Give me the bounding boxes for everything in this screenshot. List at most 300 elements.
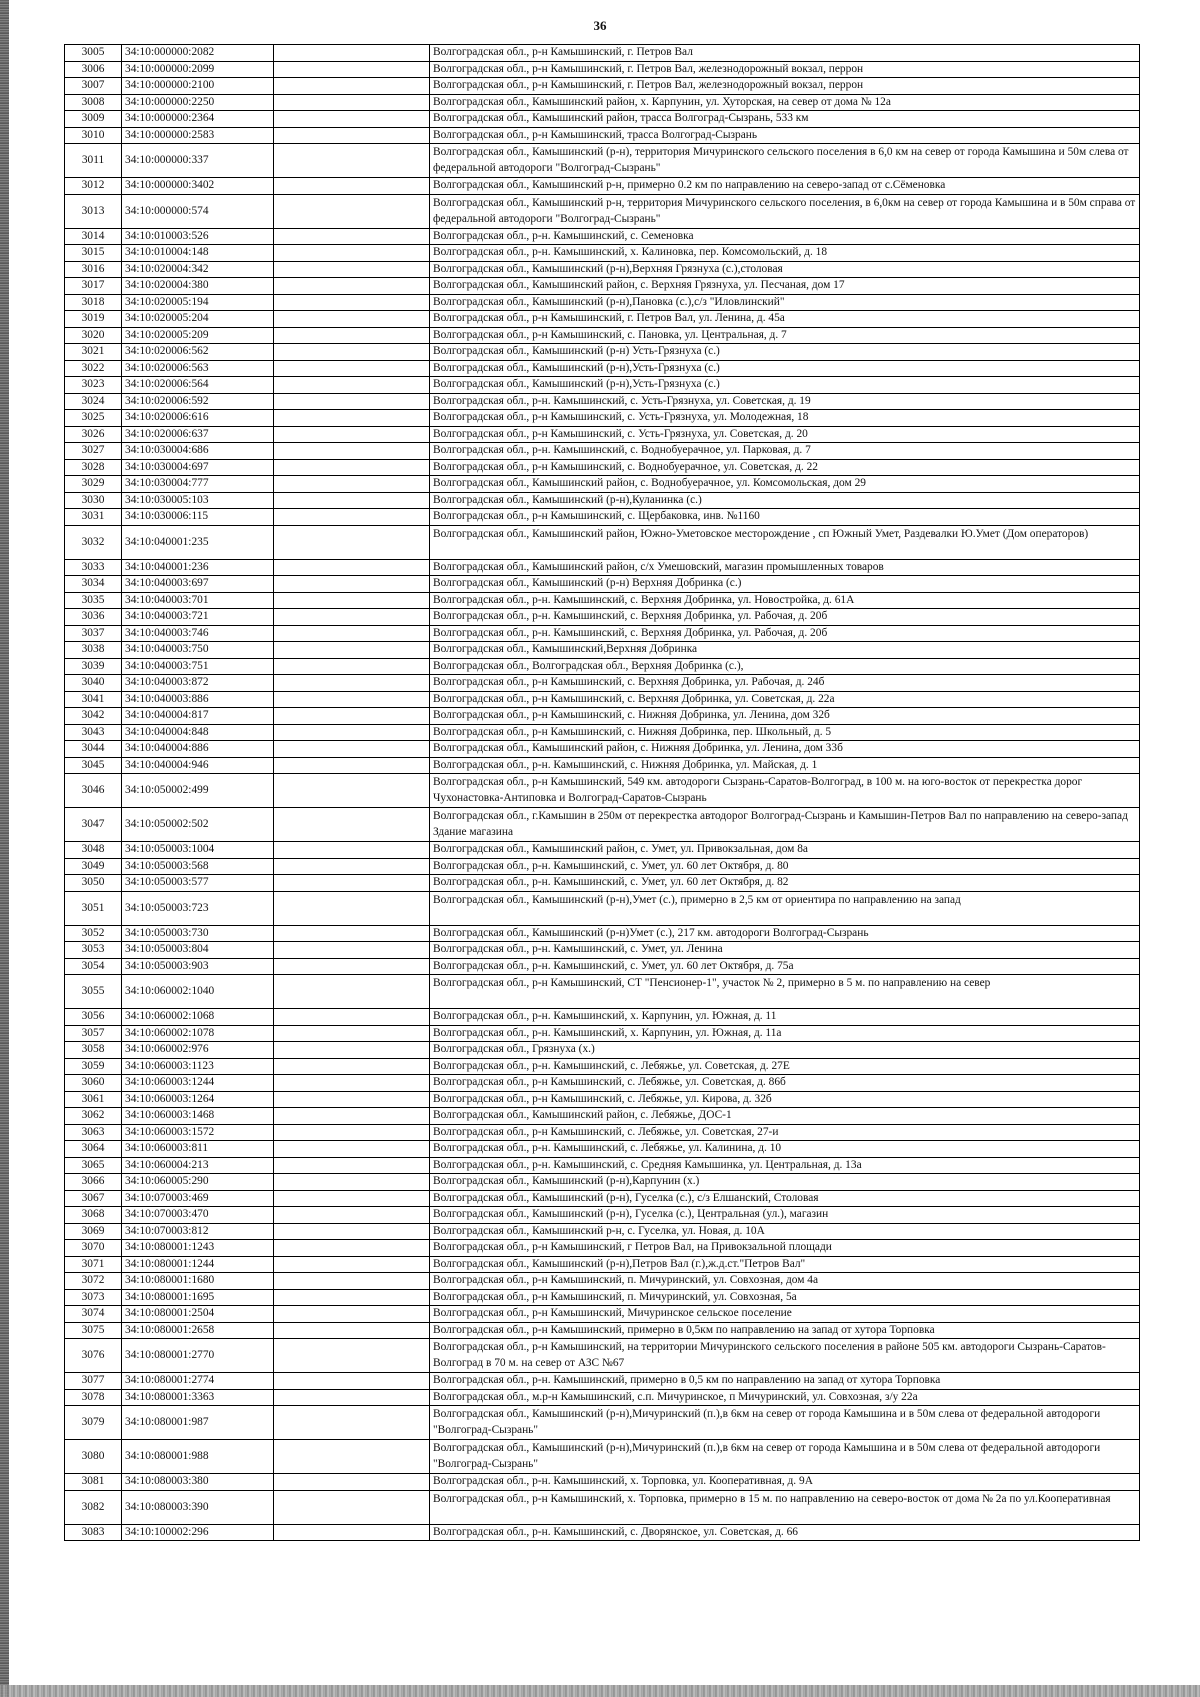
row-number-cell: 3017: [65, 278, 122, 295]
row-number-cell: 3078: [65, 1389, 122, 1406]
address-cell: Волгоградская обл., Камышинский район, с/х Умешовский, магазин промышленных товаров: [430, 559, 1140, 576]
empty-cell: [274, 525, 430, 559]
address-cell: Волгоградская обл., Камышинский район, с. Умет, ул. Привокзальная, дом 8а: [430, 842, 1140, 859]
address-cell: Волгоградская обл., р-н Камышинский, с. Верхняя Добринка, ул. Рабочая, д. 24б: [430, 675, 1140, 692]
table-row: [65, 228, 1140, 245]
address-cell: Волгоградская обл., Камышинский (р-н),Мичуринский (п.),в 6км на север от города Камышина и в 50м слева от федеральной автодороги "Волгоград-Сызрань": [430, 1440, 1140, 1474]
cadastral-number-cell: 34:10:060003:811: [122, 1141, 274, 1158]
row-number-cell: 3028: [65, 459, 122, 476]
row-number-cell: 3059: [65, 1058, 122, 1075]
address-cell: Волгоградская обл., Камышинский район, Южно-Уметовское месторождение , сп Южный Умет, Раздевалки Ю.Умет (Дом операторов): [430, 525, 1140, 559]
empty-cell: [274, 1339, 430, 1373]
table-row: [65, 609, 1140, 626]
row-number-cell: 3011: [65, 144, 122, 178]
row-number-cell: 3009: [65, 111, 122, 128]
table-row: [65, 757, 1140, 774]
table-row: [65, 410, 1140, 427]
table-row: [65, 1490, 1140, 1524]
empty-cell: [274, 228, 430, 245]
empty-cell: [274, 975, 430, 1009]
empty-cell: [274, 1373, 430, 1390]
cadastral-number-cell: 34:10:080003:390: [122, 1490, 274, 1524]
cadastral-number-cell: 34:10:000000:574: [122, 194, 274, 228]
address-cell: Волгоградская обл., р-н Камышинский, х. Торповка, примерно в 15 м. по направлению на северо-восток от дома № 2а по ул.Кооперативная: [430, 1490, 1140, 1524]
empty-cell: [274, 1389, 430, 1406]
empty-cell: [274, 757, 430, 774]
empty-cell: [274, 925, 430, 942]
row-number-cell: 3013: [65, 194, 122, 228]
cadastral-number-cell: 34:10:070003:470: [122, 1207, 274, 1224]
cadastral-number-cell: 34:10:020006:562: [122, 344, 274, 361]
table-row: [65, 194, 1140, 228]
table-row: [65, 393, 1140, 410]
empty-cell: [274, 842, 430, 859]
empty-cell: [274, 708, 430, 725]
row-number-cell: 3016: [65, 261, 122, 278]
row-number-cell: 3046: [65, 774, 122, 808]
cadastral-number-cell: 34:10:040001:235: [122, 525, 274, 559]
row-number-cell: 3026: [65, 426, 122, 443]
row-number-cell: 3064: [65, 1141, 122, 1158]
row-number-cell: 3053: [65, 942, 122, 959]
empty-cell: [274, 1322, 430, 1339]
table-row: [65, 327, 1140, 344]
empty-cell: [274, 194, 430, 228]
row-number-cell: 3037: [65, 625, 122, 642]
table-row: [65, 1389, 1140, 1406]
address-cell: Волгоградская обл., р-н. Камышинский, с. Умет, ул. 60 лет Октября, д. 80: [430, 858, 1140, 875]
address-cell: Волгоградская обл., Камышинский (р-н),Верхняя Грязнуха (с.),столовая: [430, 261, 1140, 278]
address-cell: Волгоградская обл., Камышинский (р-н),Петров Вал (г.),ж.д.ст."Петров Вал": [430, 1256, 1140, 1273]
table-row: [65, 1339, 1140, 1373]
cadastral-number-cell: 34:10:010004:148: [122, 245, 274, 262]
address-cell: Волгоградская обл., р-н. Камышинский, с. Усть-Грязнуха, ул. Советская, д. 19: [430, 393, 1140, 410]
cadastral-number-cell: 34:10:040003:750: [122, 642, 274, 659]
table-row: [65, 741, 1140, 758]
cadastral-number-cell: 34:10:060002:1040: [122, 975, 274, 1009]
address-cell: Волгоградская обл., р-н. Камышинский, с. Лебяжье, ул. Советская, д. 27Е: [430, 1058, 1140, 1075]
empty-cell: [274, 94, 430, 111]
row-number-cell: 3045: [65, 757, 122, 774]
cadastral-number-cell: 34:10:030006:115: [122, 509, 274, 526]
empty-cell: [274, 741, 430, 758]
cadastral-number-cell: 34:10:060005:290: [122, 1174, 274, 1191]
cadastral-number-cell: 34:10:020006:563: [122, 360, 274, 377]
address-cell: Волгоградская обл., Камышинский (р-н),Умет (с.), примерно в 2,5 км от ориентира по направлению на запад: [430, 891, 1140, 925]
cadastral-number-cell: 34:10:070003:469: [122, 1190, 274, 1207]
empty-cell: [274, 459, 430, 476]
cadastral-number-cell: 34:10:040004:886: [122, 741, 274, 758]
table-row: [65, 1009, 1140, 1026]
address-cell: Волгоградская обл., Камышинский р-н, с. Гуселка, ул. Новая, д. 10А: [430, 1223, 1140, 1240]
cadastral-number-cell: 34:10:060002:976: [122, 1042, 274, 1059]
table-row: [65, 245, 1140, 262]
registry-table-body: [65, 45, 1140, 1541]
address-cell: Волгоградская обл., Камышинский (р-н),Мичуринский (п.),в 6км на север от города Камышина и в 50м слева от федеральной автодороги "Волгоград-Сызрань": [430, 1406, 1140, 1440]
address-cell: Волгоградская обл., Камышинский район, с. Верхняя Грязнуха, ул. Песчаная, дом 17: [430, 278, 1140, 295]
row-number-cell: 3029: [65, 476, 122, 493]
row-number-cell: 3082: [65, 1490, 122, 1524]
empty-cell: [274, 1223, 430, 1240]
cadastral-number-cell: 34:10:020006:592: [122, 393, 274, 410]
cadastral-number-cell: 34:10:020005:209: [122, 327, 274, 344]
cadastral-number-cell: 34:10:040003:872: [122, 675, 274, 692]
empty-cell: [274, 261, 430, 278]
empty-cell: [274, 1075, 430, 1092]
table-row: [65, 642, 1140, 659]
address-cell: Волгоградская обл., р-н Камышинский, на территории Мичуринского сельского поселения в районе 505 км. автодороги Сызрань-Саратов-Волгоград в 70 м. на север от АЗС №67: [430, 1339, 1140, 1373]
table-row: [65, 311, 1140, 328]
empty-cell: [274, 1207, 430, 1224]
table-row: [65, 1075, 1140, 1092]
cadastral-number-cell: 34:10:050003:804: [122, 942, 274, 959]
row-number-cell: 3041: [65, 691, 122, 708]
row-number-cell: 3035: [65, 592, 122, 609]
cadastral-number-cell: 34:10:000000:2250: [122, 94, 274, 111]
empty-cell: [274, 625, 430, 642]
table-row: [65, 426, 1140, 443]
empty-cell: [274, 492, 430, 509]
table-row: [65, 1058, 1140, 1075]
cadastral-number-cell: 34:10:040003:697: [122, 576, 274, 593]
empty-cell: [274, 942, 430, 959]
table-row: [65, 559, 1140, 576]
row-number-cell: 3055: [65, 975, 122, 1009]
address-cell: Волгоградская обл., Камышинский район, с. Воднобуерачное, ул. Комсомольская, дом 29: [430, 476, 1140, 493]
cadastral-number-cell: 34:10:000000:2583: [122, 127, 274, 144]
cadastral-number-cell: 34:10:030004:777: [122, 476, 274, 493]
address-cell: Волгоградская обл., р-н Камышинский, с. Лебяжье, ул. Советская, 27-и: [430, 1124, 1140, 1141]
row-number-cell: 3060: [65, 1075, 122, 1092]
table-row: [65, 278, 1140, 295]
table-row: [65, 1223, 1140, 1240]
empty-cell: [274, 891, 430, 925]
empty-cell: [274, 1406, 430, 1440]
row-number-cell: 3034: [65, 576, 122, 593]
cadastral-number-cell: 34:10:000000:3402: [122, 178, 274, 195]
address-cell: Волгоградская обл., р-н Камышинский, п. Мичуринский, ул. Совхозная, 5а: [430, 1289, 1140, 1306]
address-cell: Волгоградская обл., р-н. Камышинский, с. Умет, ул. 60 лет Октября, д. 75а: [430, 958, 1140, 975]
address-cell: Волгоградская обл., р-н Камышинский, с. Воднобуерачное, ул. Советская, д. 22: [430, 459, 1140, 476]
empty-cell: [274, 1273, 430, 1290]
cadastral-number-cell: 34:10:050003:730: [122, 925, 274, 942]
address-cell: Волгоградская обл., р-н Камышинский, с. Щербаковка, инв. №1160: [430, 509, 1140, 526]
table-row: [65, 592, 1140, 609]
row-number-cell: 3031: [65, 509, 122, 526]
table-row: [65, 1025, 1140, 1042]
empty-cell: [274, 609, 430, 626]
address-cell: Волгоградская обл., Камышинский (р-н),Пановка (с.),с/з "Иловлинский": [430, 294, 1140, 311]
address-cell: Волгоградская обл., р-н Камышинский, с. Пановка, ул. Центральная, д. 7: [430, 327, 1140, 344]
row-number-cell: 3067: [65, 1190, 122, 1207]
address-cell: Волгоградская обл., Камышинский (р-н), Гуселка (с.), Центральная (ул.), магазин: [430, 1207, 1140, 1224]
empty-cell: [274, 509, 430, 526]
table-row: [65, 1108, 1140, 1125]
row-number-cell: 3056: [65, 1009, 122, 1026]
row-number-cell: 3024: [65, 393, 122, 410]
cadastral-number-cell: 34:10:040003:721: [122, 609, 274, 626]
empty-cell: [274, 1009, 430, 1026]
row-number-cell: 3038: [65, 642, 122, 659]
address-cell: Волгоградская обл., Камышинский (р-н),Куланинка (с.): [430, 492, 1140, 509]
empty-cell: [274, 691, 430, 708]
table-row: [65, 1440, 1140, 1474]
address-cell: Волгоградская обл., р-н Камышинский, с. Верхняя Добринка, ул. Советская, д. 22а: [430, 691, 1140, 708]
empty-cell: [274, 144, 430, 178]
row-number-cell: 3039: [65, 658, 122, 675]
address-cell: Волгоградская обл., Камышинский район, х. Карпунин, ул. Хуторская, на север от дома № 12а: [430, 94, 1140, 111]
table-row: [65, 1406, 1140, 1440]
empty-cell: [274, 1256, 430, 1273]
empty-cell: [274, 1141, 430, 1158]
cadastral-number-cell: 34:10:020006:616: [122, 410, 274, 427]
table-row: [65, 61, 1140, 78]
cadastral-number-cell: 34:10:050002:499: [122, 774, 274, 808]
cadastral-number-cell: 34:10:020004:342: [122, 261, 274, 278]
row-number-cell: 3049: [65, 858, 122, 875]
cadastral-number-cell: 34:10:000000:337: [122, 144, 274, 178]
row-number-cell: 3081: [65, 1474, 122, 1491]
row-number-cell: 3074: [65, 1306, 122, 1323]
address-cell: Волгоградская обл., Камышинский (р-н), территория Мичуринского сельского поселения в 6,0 км на север от города Камышина и 50м слева от федеральной автодороги "Волгоград-Сызрань": [430, 144, 1140, 178]
row-number-cell: 3065: [65, 1157, 122, 1174]
row-number-cell: 3083: [65, 1524, 122, 1541]
address-cell: Волгоградская обл., р-н. Камышинский, х. Калиновка, пер. Комсомольский, д. 18: [430, 245, 1140, 262]
empty-cell: [274, 1240, 430, 1257]
empty-cell: [274, 476, 430, 493]
row-number-cell: 3033: [65, 559, 122, 576]
empty-cell: [274, 1108, 430, 1125]
address-cell: Волгоградская обл., Камышинский (р-н) Верхняя Добринка (с.): [430, 576, 1140, 593]
empty-cell: [274, 61, 430, 78]
row-number-cell: 3076: [65, 1339, 122, 1373]
table-row: [65, 459, 1140, 476]
address-cell: Волгоградская обл., р-н. Камышинский, с. Дворянское, ул. Советская, д. 66: [430, 1524, 1140, 1541]
cadastral-number-cell: 34:10:080001:987: [122, 1406, 274, 1440]
table-row: [65, 360, 1140, 377]
empty-cell: [274, 45, 430, 62]
address-cell: Волгоградская обл., Камышинский (р-н) Усть-Грязнуха (с.): [430, 344, 1140, 361]
empty-cell: [274, 426, 430, 443]
address-cell: Волгоградская обл., р-н Камышинский, СТ "Пенсионер-1", участок № 2, примерно в 5 м. по направлению на север: [430, 975, 1140, 1009]
row-number-cell: 3022: [65, 360, 122, 377]
empty-cell: [274, 443, 430, 460]
address-cell: Волгоградская обл., р-н Камышинский, с. Усть-Грязнуха, ул. Советская, д. 20: [430, 426, 1140, 443]
row-number-cell: 3027: [65, 443, 122, 460]
table-row: [65, 144, 1140, 178]
empty-cell: [274, 1490, 430, 1524]
row-number-cell: 3080: [65, 1440, 122, 1474]
table-row: [65, 525, 1140, 559]
row-number-cell: 3058: [65, 1042, 122, 1059]
row-number-cell: 3012: [65, 178, 122, 195]
address-cell: Волгоградская обл., м.р-н Камышинский, с.п. Мичуринское, п Мичуринский, ул. Совхозная, з/у 22а: [430, 1389, 1140, 1406]
address-cell: Волгоградская обл., Волгоградская обл., Верхняя Добринка (с.),: [430, 658, 1140, 675]
cadastral-number-cell: 34:10:080001:2504: [122, 1306, 274, 1323]
cadastral-number-cell: 34:10:000000:2099: [122, 61, 274, 78]
empty-cell: [274, 1524, 430, 1541]
address-cell: Волгоградская обл., р-н. Камышинский, с. Умет, ул. Ленина: [430, 942, 1140, 959]
cadastral-number-cell: 34:10:060003:1123: [122, 1058, 274, 1075]
address-cell: Волгоградская обл., р-н. Камышинский, с. Верхняя Добринка, ул. Рабочая, д. 20б: [430, 609, 1140, 626]
cadastral-number-cell: 34:10:050003:723: [122, 891, 274, 925]
cadastral-number-cell: 34:10:020006:564: [122, 377, 274, 394]
empty-cell: [274, 1042, 430, 1059]
table-row: [65, 975, 1140, 1009]
address-cell: Волгоградская обл., р-н Камышинский, г. Петров Вал: [430, 45, 1140, 62]
cadastral-number-cell: 34:10:080001:2770: [122, 1339, 274, 1373]
empty-cell: [274, 111, 430, 128]
row-number-cell: 3066: [65, 1174, 122, 1191]
empty-cell: [274, 1091, 430, 1108]
cadastral-number-cell: 34:10:050003:903: [122, 958, 274, 975]
empty-cell: [274, 658, 430, 675]
address-cell: Волгоградская обл., р-н Камышинский, г. Петров Вал, ул. Ленина, д. 45а: [430, 311, 1140, 328]
row-number-cell: 3007: [65, 78, 122, 95]
cadastral-number-cell: 34:10:020006:637: [122, 426, 274, 443]
table-row: [65, 1157, 1140, 1174]
table-row: [65, 875, 1140, 892]
row-number-cell: 3036: [65, 609, 122, 626]
empty-cell: [274, 1289, 430, 1306]
empty-cell: [274, 774, 430, 808]
empty-cell: [274, 724, 430, 741]
row-number-cell: 3042: [65, 708, 122, 725]
table-row: [65, 492, 1140, 509]
cadastral-number-cell: 34:10:040003:746: [122, 625, 274, 642]
table-row: [65, 94, 1140, 111]
address-cell: Волгоградская обл., р-н. Камышинский, примерно в 0,5 км по направлению на запад от хутора Торповка: [430, 1373, 1140, 1390]
row-number-cell: 3020: [65, 327, 122, 344]
table-row: [65, 858, 1140, 875]
empty-cell: [274, 858, 430, 875]
row-number-cell: 3070: [65, 1240, 122, 1257]
address-cell: Волгоградская обл., г.Камышин в 250м от перекрестка автодорог Волгоград-Сызрань и Камышин-Петров Вал по направлению на северо-запад Здание магазина: [430, 808, 1140, 842]
row-number-cell: 3057: [65, 1025, 122, 1042]
empty-cell: [274, 127, 430, 144]
row-number-cell: 3010: [65, 127, 122, 144]
cadastral-number-cell: 34:10:000000:2100: [122, 78, 274, 95]
cadastral-number-cell: 34:10:060004:213: [122, 1157, 274, 1174]
row-number-cell: 3005: [65, 45, 122, 62]
row-number-cell: 3015: [65, 245, 122, 262]
row-number-cell: 3072: [65, 1273, 122, 1290]
cadastral-number-cell: 34:10:080001:1244: [122, 1256, 274, 1273]
cadastral-number-cell: 34:10:040004:946: [122, 757, 274, 774]
row-number-cell: 3019: [65, 311, 122, 328]
row-number-cell: 3075: [65, 1322, 122, 1339]
address-cell: Волгоградская обл., Камышинский (р-н),Усть-Грязнуха (с.): [430, 377, 1140, 394]
row-number-cell: 3050: [65, 875, 122, 892]
address-cell: Волгоградская обл., р-н Камышинский, примерно в 0,5км по направлению на запад от хутора Торповка: [430, 1322, 1140, 1339]
address-cell: Волгоградская обл., р-н. Камышинский, с. Верхняя Добринка, ул. Новостройка, д. 61А: [430, 592, 1140, 609]
table-row: [65, 958, 1140, 975]
table-row: [65, 1190, 1140, 1207]
empty-cell: [274, 1306, 430, 1323]
table-row: [65, 1524, 1140, 1541]
table-row: [65, 1174, 1140, 1191]
address-cell: Волгоградская обл., р-н Камышинский, с. Нижняя Добринка, пер. Школьный, д. 5: [430, 724, 1140, 741]
row-number-cell: 3008: [65, 94, 122, 111]
address-cell: Волгоградская обл., р-н. Камышинский, с. Верхняя Добринка, ул. Рабочая, д. 20б: [430, 625, 1140, 642]
address-cell: Волгоградская обл., р-н Камышинский, п. Мичуринский, ул. Совхозная, дом 4а: [430, 1273, 1140, 1290]
empty-cell: [274, 875, 430, 892]
empty-cell: [274, 1190, 430, 1207]
row-number-cell: 3025: [65, 410, 122, 427]
row-number-cell: 3006: [65, 61, 122, 78]
table-row: [65, 1240, 1140, 1257]
row-number-cell: 3069: [65, 1223, 122, 1240]
address-cell: Волгоградская обл., р-н Камышинский, 549 км. автодороги Сызрань-Саратов-Волгоград, в 100 м. на юго-восток от перекрестка дорог Чухонастовка-Антиповка и Волгоград-Саратов-Сызрань: [430, 774, 1140, 808]
table-row: [65, 1256, 1140, 1273]
table-row: [65, 1474, 1140, 1491]
table-row: [65, 675, 1140, 692]
address-cell: Волгоградская обл., Камышинский р-н, территория Мичуринского сельского поселения, в 6,0км на север от города Камышина и в 50м справа от федеральной автодороги "Волгоград-Сызрань": [430, 194, 1140, 228]
cadastral-number-cell: 34:10:040003:751: [122, 658, 274, 675]
address-cell: Волгоградская обл., р-н. Камышинский, х. Торповка, ул. Кооперативная, д. 9А: [430, 1474, 1140, 1491]
row-number-cell: 3021: [65, 344, 122, 361]
cadastral-number-cell: 34:10:080003:380: [122, 1474, 274, 1491]
table-row: [65, 1141, 1140, 1158]
address-cell: Волгоградская обл., р-н. Камышинский, х. Карпунин, ул. Южная, д. 11: [430, 1009, 1140, 1026]
table-row: [65, 1042, 1140, 1059]
row-number-cell: 3051: [65, 891, 122, 925]
row-number-cell: 3077: [65, 1373, 122, 1390]
table-row: [65, 45, 1140, 62]
table-row: [65, 891, 1140, 925]
table-row: [65, 1289, 1140, 1306]
address-cell: Волгоградская обл., р-н Камышинский, Мичуринское сельское поселение: [430, 1306, 1140, 1323]
address-cell: Волгоградская обл., р-н Камышинский, с. Лебяжье, ул. Кирова, д. 32б: [430, 1091, 1140, 1108]
address-cell: Волгоградская обл., р-н. Камышинский, с. Нижняя Добринка, ул. Майская, д. 1: [430, 757, 1140, 774]
scan-edge-bottom: [0, 1685, 1200, 1697]
row-number-cell: 3063: [65, 1124, 122, 1141]
cadastral-number-cell: 34:10:040004:848: [122, 724, 274, 741]
empty-cell: [274, 344, 430, 361]
scan-edge-left: [0, 0, 9, 1697]
address-cell: Волгоградская обл., Камышинский район, с. Лебяжье, ДОС-1: [430, 1108, 1140, 1125]
cadastral-number-cell: 34:10:100002:296: [122, 1524, 274, 1541]
row-number-cell: 3030: [65, 492, 122, 509]
empty-cell: [274, 1124, 430, 1141]
empty-cell: [274, 278, 430, 295]
cadastral-number-cell: 34:10:000000:2364: [122, 111, 274, 128]
row-number-cell: 3014: [65, 228, 122, 245]
empty-cell: [274, 1440, 430, 1474]
table-row: [65, 476, 1140, 493]
address-cell: Волгоградская обл., р-н. Камышинский, с. Средняя Камышинка, ул. Центральная, д. 13а: [430, 1157, 1140, 1174]
table-row: [65, 1091, 1140, 1108]
table-row: [65, 708, 1140, 725]
table-row: [65, 942, 1140, 959]
table-row: [65, 1306, 1140, 1323]
table-row: [65, 377, 1140, 394]
row-number-cell: 3079: [65, 1406, 122, 1440]
row-number-cell: 3043: [65, 724, 122, 741]
empty-cell: [274, 393, 430, 410]
cadastral-number-cell: 34:10:050003:577: [122, 875, 274, 892]
cadastral-number-cell: 34:10:060002:1078: [122, 1025, 274, 1042]
address-cell: Волгоградская обл., р-н. Камышинский, с. Воднобуерачное, ул. Парковая, д. 7: [430, 443, 1140, 460]
table-row: [65, 842, 1140, 859]
empty-cell: [274, 245, 430, 262]
cadastral-number-cell: 34:10:060002:1068: [122, 1009, 274, 1026]
row-number-cell: 3062: [65, 1108, 122, 1125]
cadastral-number-cell: 34:10:040003:701: [122, 592, 274, 609]
table-row: [65, 111, 1140, 128]
empty-cell: [274, 178, 430, 195]
address-cell: Волгоградская обл., р-н Камышинский, трасса Волгоград-Сызрань: [430, 127, 1140, 144]
